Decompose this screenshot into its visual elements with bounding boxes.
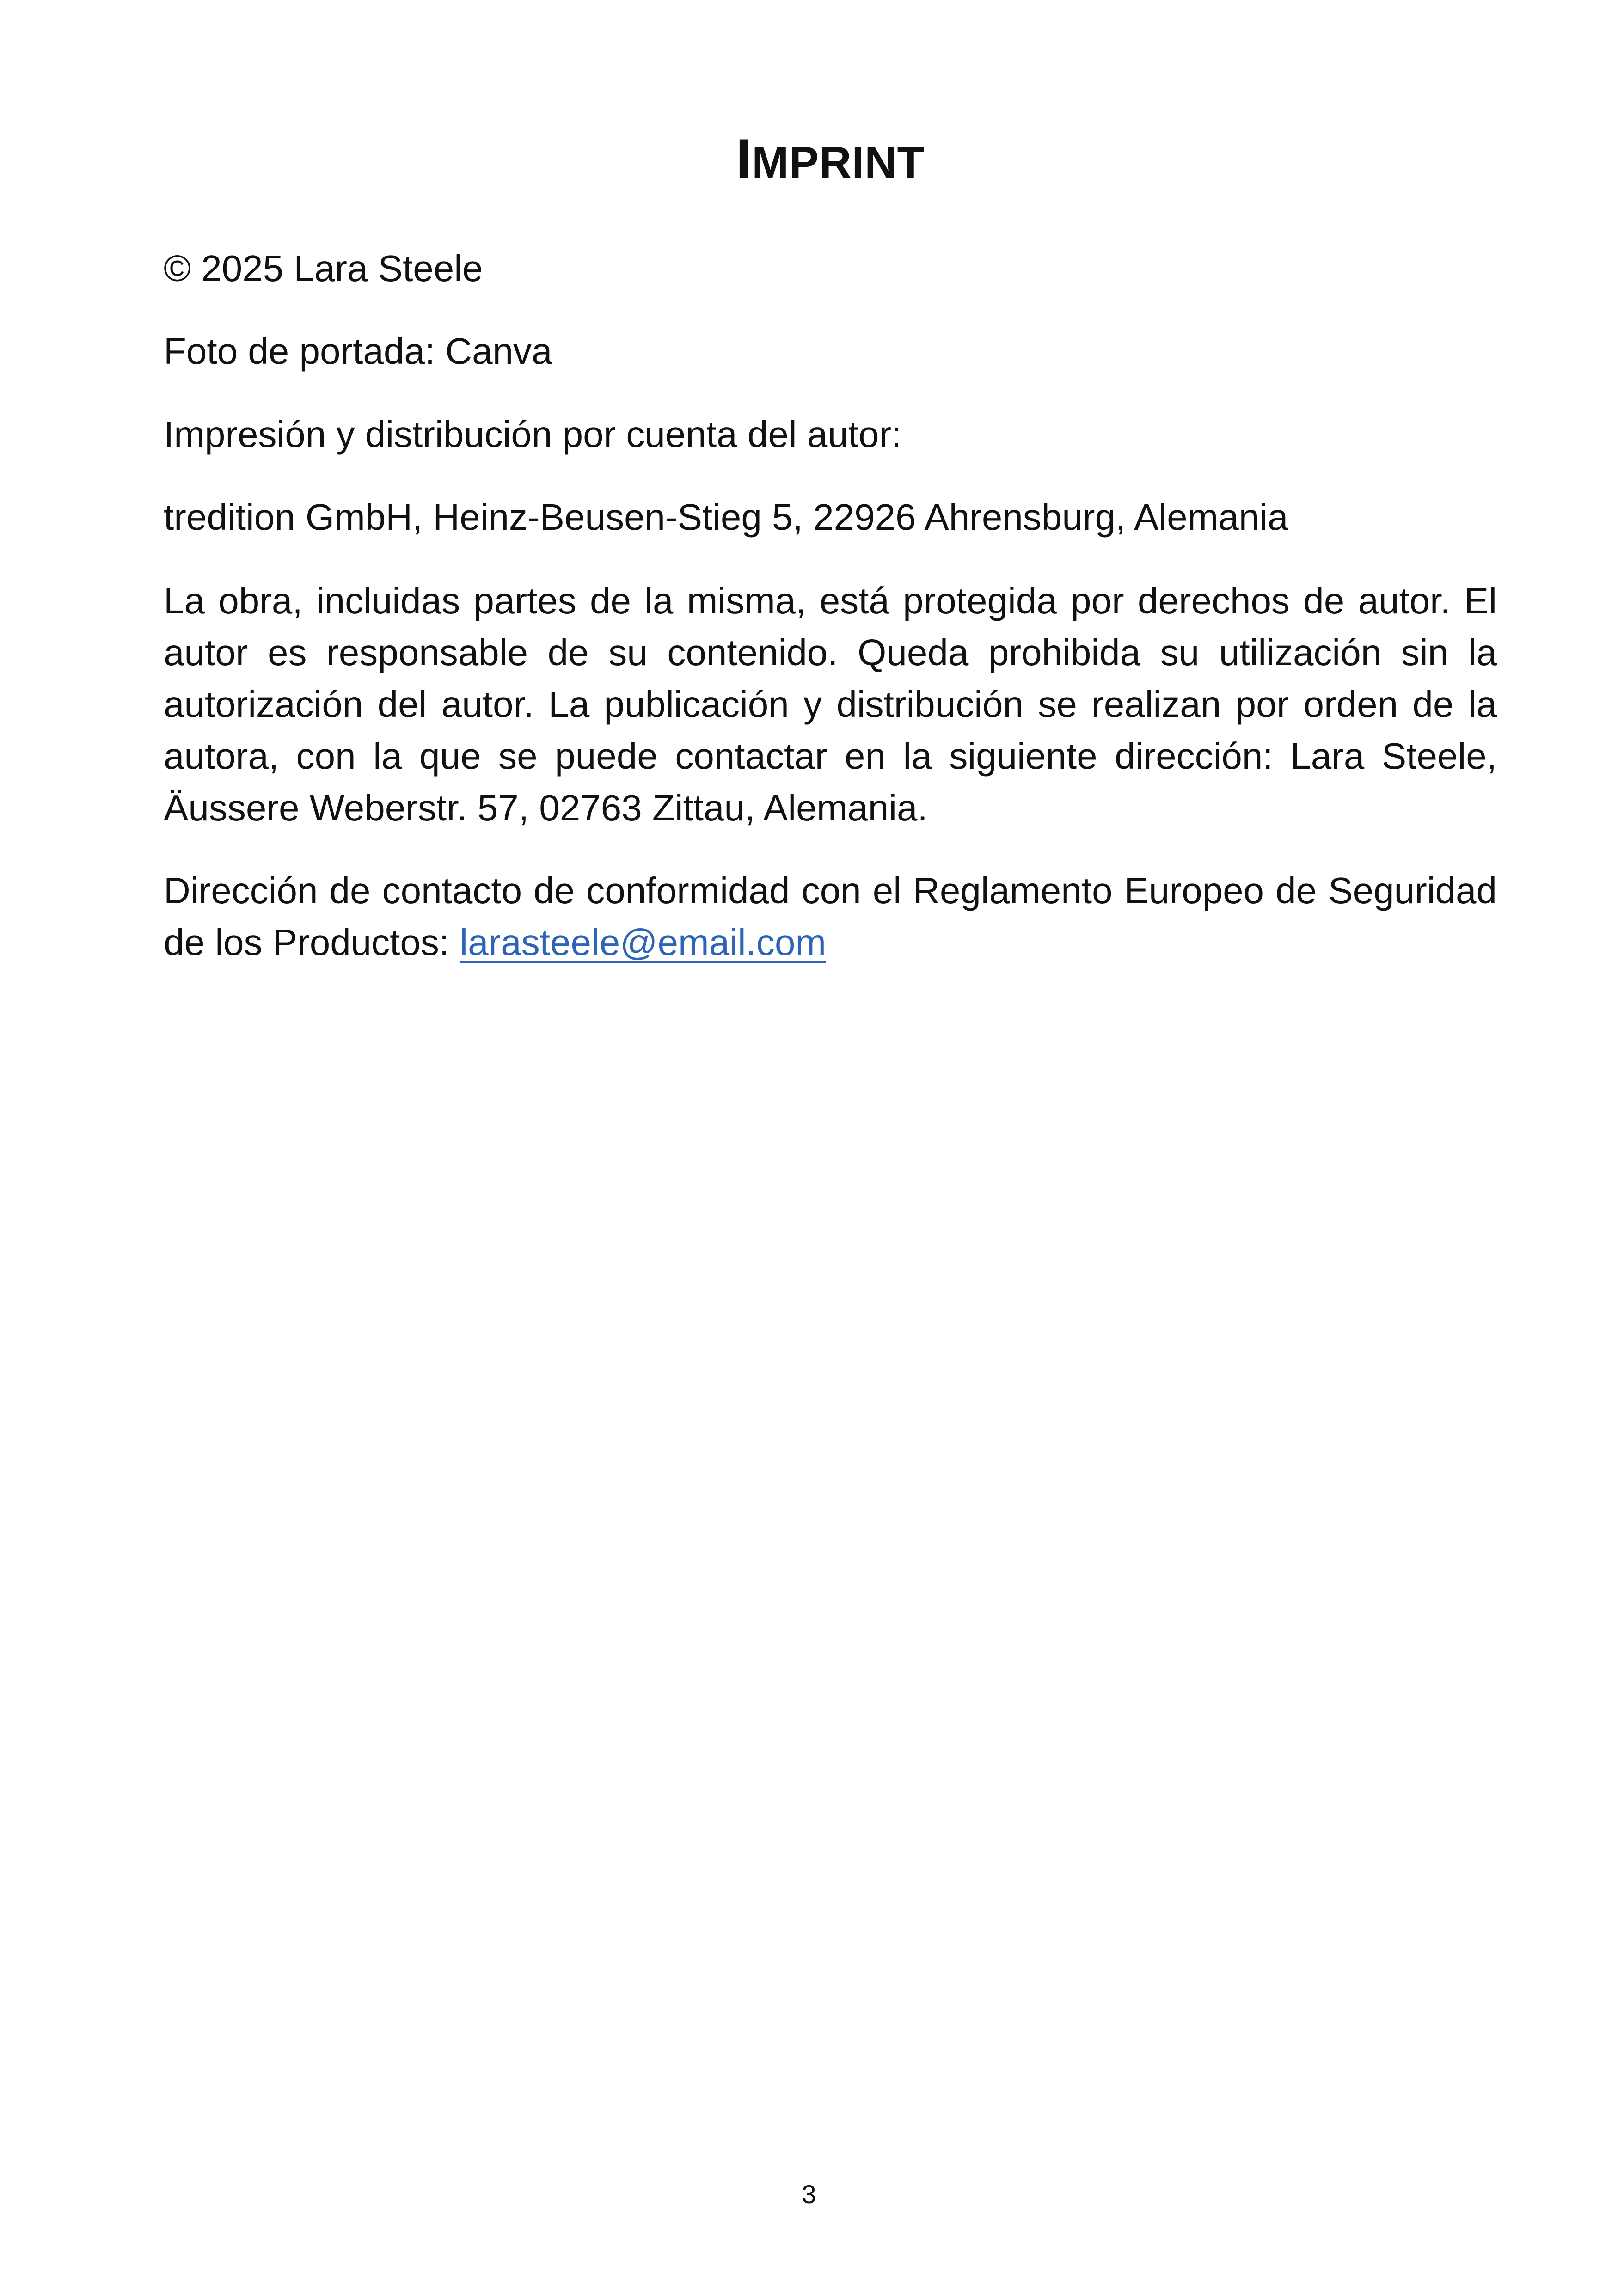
copyright-line: © 2025 Lara Steele [164, 248, 483, 289]
contact-text: Dirección de contacto de conformidad con el Reglamento Europeo de Seguridad de los Productos: [164, 870, 1497, 963]
contact-email-link[interactable]: larasteele@email.com [460, 922, 826, 963]
page-title-initial: I [735, 128, 752, 190]
cover-photo-credit: Foto de portada: Canva [164, 331, 552, 372]
page-number: 3 [802, 2180, 816, 2209]
page-title-rest: MPRINT [752, 138, 925, 187]
page-title [164, 124, 1497, 197]
rights-paragraph: La obra, incluidas partes de la misma, está protegida por derechos de autor. El autor es responsable de su contenido. Queda prohibida su utilización sin la autorización del autor. La publicación y distribución se realizan por orden de la autora, con la que se puede contactar en la siguiente dirección: Lara Steele, Äussere Weberstr. 57, 02763 Zittau, Alemania. [164, 580, 1497, 828]
contact-paragraph [164, 865, 1497, 968]
publisher-address: tredition GmbH, Heinz-Beusen-Stieg 5, 22926 Ahrensburg, Alemania [164, 496, 1288, 538]
printing-distribution-label: Impresión y distribución por cuenta del autor: [164, 414, 902, 455]
